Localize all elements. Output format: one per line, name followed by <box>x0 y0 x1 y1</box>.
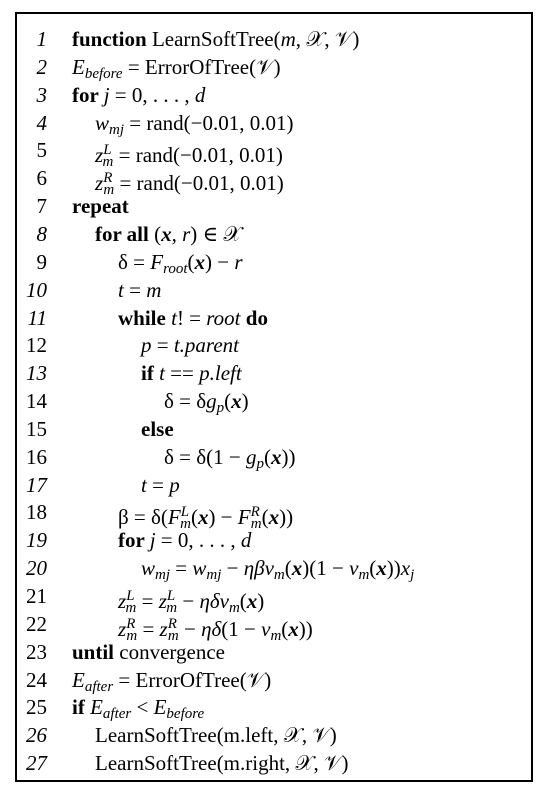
code-token: j <box>410 567 415 584</box>
code-token: root <box>163 260 188 277</box>
code-token: ( <box>239 589 247 613</box>
code-token: m <box>146 277 162 302</box>
line-number: 1 <box>36 27 47 51</box>
line-number: 9 <box>36 249 47 274</box>
code-token: before <box>84 65 123 82</box>
code-token: )(1 − <box>302 556 350 581</box>
code-token: ) − <box>208 505 238 530</box>
code-token: else <box>141 416 174 441</box>
code-token: x <box>231 389 242 414</box>
code-token: ) <box>241 389 249 414</box>
line-number: 14 <box>26 389 47 414</box>
line-code <box>141 331 239 359</box>
code-token: m <box>102 154 114 171</box>
code-token: m <box>280 27 296 51</box>
line-number: 19 <box>26 528 47 553</box>
code-token: , <box>171 221 183 246</box>
code-token: m <box>125 600 137 616</box>
line-number: 8 <box>36 221 47 246</box>
code-token: , 𝒳, 𝒱) <box>295 27 360 51</box>
code-token: = rand(−0.01, 0.01) <box>113 143 283 168</box>
code-token: = <box>146 472 170 497</box>
code-token: x <box>268 505 280 530</box>
code-token: w <box>95 110 110 135</box>
code-token: F <box>167 505 181 530</box>
line-number: 26 <box>26 723 47 748</box>
code-token: = <box>136 589 159 613</box>
line-number: 5 <box>36 138 47 163</box>
code-token: δ = δ(1 − <box>164 444 246 469</box>
code-token: x <box>400 556 411 581</box>
code-token: for <box>118 528 150 553</box>
code-token: ( <box>187 249 195 274</box>
code-token: p <box>169 472 180 497</box>
code-token: = rand(−0.01, 0.01) <box>114 171 284 196</box>
code-token: t <box>141 472 147 497</box>
code-token: m <box>167 627 179 644</box>
line-number: 20 <box>26 556 47 581</box>
code-token: convergence <box>119 639 225 664</box>
code-token: d <box>240 528 252 553</box>
code-token: LearnSoftTree(m.right, 𝒳, 𝒱) <box>95 751 349 776</box>
line-number: 25 <box>26 695 47 720</box>
line-number: 27 <box>26 751 47 776</box>
code-token: = rand(−0.01, 0.01) <box>124 110 294 135</box>
code-token: z <box>118 616 127 641</box>
code-token: ) − <box>205 249 235 274</box>
code-token: ( <box>190 505 198 530</box>
code-token: δ = <box>118 249 151 274</box>
code-token: w <box>141 556 156 581</box>
code-token: t <box>171 305 177 330</box>
code-token: p.left <box>199 361 242 386</box>
line-code <box>72 192 129 220</box>
code-token: = ErrorOfTree(𝒱) <box>113 667 272 692</box>
line-code <box>72 25 359 53</box>
code-token: do <box>240 305 268 330</box>
code-token: = <box>170 556 193 581</box>
code-token: mj <box>155 567 171 584</box>
code-token: ( <box>224 389 232 414</box>
code-token: g <box>245 444 257 469</box>
code-token: m <box>273 567 285 584</box>
code-token: ) ∈ 𝒳 <box>190 221 242 246</box>
line-code <box>95 220 241 248</box>
code-token: t <box>159 361 165 386</box>
code-token: before <box>166 706 205 723</box>
line-number: 17 <box>26 472 47 497</box>
line-code <box>164 443 295 478</box>
algorithm-box <box>15 12 533 782</box>
code-token: p <box>256 455 264 472</box>
code-token: x <box>291 556 303 581</box>
code-token: L <box>103 142 112 159</box>
line-number: 23 <box>26 639 47 664</box>
code-token: repeat <box>72 194 129 219</box>
code-token: − <box>178 616 202 641</box>
code-token: j <box>103 82 110 107</box>
code-token: L <box>166 588 176 604</box>
code-token: z <box>95 143 104 168</box>
line-number: 16 <box>26 444 47 469</box>
code-token: m <box>126 627 138 644</box>
code-token: x <box>194 249 206 274</box>
code-token: m <box>358 567 370 584</box>
code-token: d <box>194 82 206 107</box>
code-token: R <box>126 615 136 632</box>
code-token: x <box>246 589 258 613</box>
code-token: ( <box>369 556 377 581</box>
line-code <box>95 749 348 777</box>
code-token: m <box>228 600 240 616</box>
code-token: if <box>72 695 91 720</box>
code-token: r <box>234 249 243 274</box>
line-code <box>118 276 161 304</box>
code-token: mj <box>206 567 222 584</box>
code-token: = <box>137 616 160 641</box>
code-token: m <box>180 516 191 533</box>
code-token: x <box>197 505 209 530</box>
line-code <box>164 387 249 422</box>
code-token: ( <box>261 505 269 530</box>
line-code <box>141 415 174 443</box>
code-token: m <box>250 516 262 533</box>
code-token: (1 − <box>221 616 262 641</box>
code-token: z <box>159 616 168 641</box>
code-token: F <box>237 505 251 530</box>
code-token: = 0, . . . , <box>155 528 241 553</box>
code-token: )) <box>279 505 294 530</box>
code-token: for <box>72 82 104 107</box>
code-token: until <box>72 639 120 664</box>
line-code <box>118 304 268 332</box>
code-token: r <box>182 221 191 246</box>
code-token: E <box>153 695 167 720</box>
code-token: δ = δ <box>164 389 207 414</box>
line-code <box>118 526 251 554</box>
code-token: )) <box>386 556 401 581</box>
line-number: 11 <box>27 305 47 330</box>
code-token: x <box>376 556 387 581</box>
line-number: 2 <box>36 54 47 79</box>
code-token: if <box>141 361 160 386</box>
code-token: x <box>161 221 172 246</box>
line-number: 4 <box>36 110 47 135</box>
code-token: p <box>141 333 152 358</box>
code-token: root <box>206 305 241 330</box>
code-token: L <box>180 504 190 521</box>
line-number: 3 <box>36 82 47 107</box>
code-token: v <box>261 616 271 641</box>
line-code <box>141 471 180 499</box>
line-number: 15 <box>26 416 47 441</box>
code-token: ηβv <box>243 556 274 581</box>
code-token: = <box>123 277 147 302</box>
line-number: 18 <box>26 500 47 525</box>
code-token: E <box>90 695 103 720</box>
code-token: x <box>288 616 299 641</box>
code-token: ( <box>281 616 289 641</box>
line-code <box>72 81 205 109</box>
code-token: ηδv <box>199 589 229 613</box>
code-token: ( <box>154 221 162 246</box>
line-code <box>95 721 337 749</box>
code-token: = ErrorOfTree(𝒱) <box>122 54 281 79</box>
line-code <box>141 359 242 387</box>
code-token: v <box>349 556 359 581</box>
code-token: t <box>118 277 124 302</box>
code-token: E <box>72 54 85 79</box>
code-token: == <box>164 361 200 386</box>
code-token: p <box>216 400 225 417</box>
code-token: < <box>131 695 154 720</box>
code-token: z <box>158 589 167 613</box>
code-token: )) <box>281 444 296 469</box>
code-token: mj <box>109 121 125 138</box>
code-token: − <box>221 556 244 581</box>
code-token: LearnSoftTree(m.left, 𝒳, 𝒱) <box>95 723 337 748</box>
code-token: j <box>149 528 156 553</box>
code-token: m <box>103 182 115 199</box>
code-token: after <box>84 678 114 695</box>
code-token: LearnSoftTree( <box>151 27 281 51</box>
line-number: 7 <box>36 194 47 219</box>
code-token: after <box>102 706 132 723</box>
line-number: 21 <box>26 584 47 608</box>
code-token: t.parent <box>173 333 239 358</box>
code-token: for all <box>95 221 155 246</box>
code-token: while <box>118 305 172 330</box>
line-number: 6 <box>36 166 47 191</box>
code-token: m <box>166 600 178 616</box>
code-token: ηδ <box>201 616 222 641</box>
code-token: ) <box>257 589 265 613</box>
line-number: 10 <box>26 277 47 302</box>
code-token: g <box>206 389 217 414</box>
code-token: z <box>95 171 104 196</box>
code-token: )) <box>298 616 313 641</box>
line-number: 22 <box>26 611 47 636</box>
code-token: β = δ( <box>118 505 168 530</box>
line-number: 12 <box>26 333 47 358</box>
code-token: L <box>126 588 135 604</box>
line-number: 13 <box>26 361 47 386</box>
code-token: ( <box>284 556 292 581</box>
code-token: ( <box>263 444 271 469</box>
code-token: R <box>167 615 177 632</box>
code-token: F <box>150 249 164 274</box>
code-token: z <box>118 589 127 613</box>
code-token: ! = <box>176 305 207 330</box>
code-token: R <box>250 504 260 521</box>
code-token: − <box>177 589 200 613</box>
line-number: 24 <box>26 667 47 692</box>
code-token: E <box>72 667 85 692</box>
code-token: R <box>103 170 113 187</box>
code-token: x <box>270 444 282 469</box>
code-token: w <box>192 556 207 581</box>
code-token: = 0, . . . , <box>109 82 195 107</box>
code-token: = <box>151 333 174 358</box>
code-token: m <box>270 627 282 644</box>
code-token: function <box>72 27 152 51</box>
line-code <box>72 638 225 666</box>
